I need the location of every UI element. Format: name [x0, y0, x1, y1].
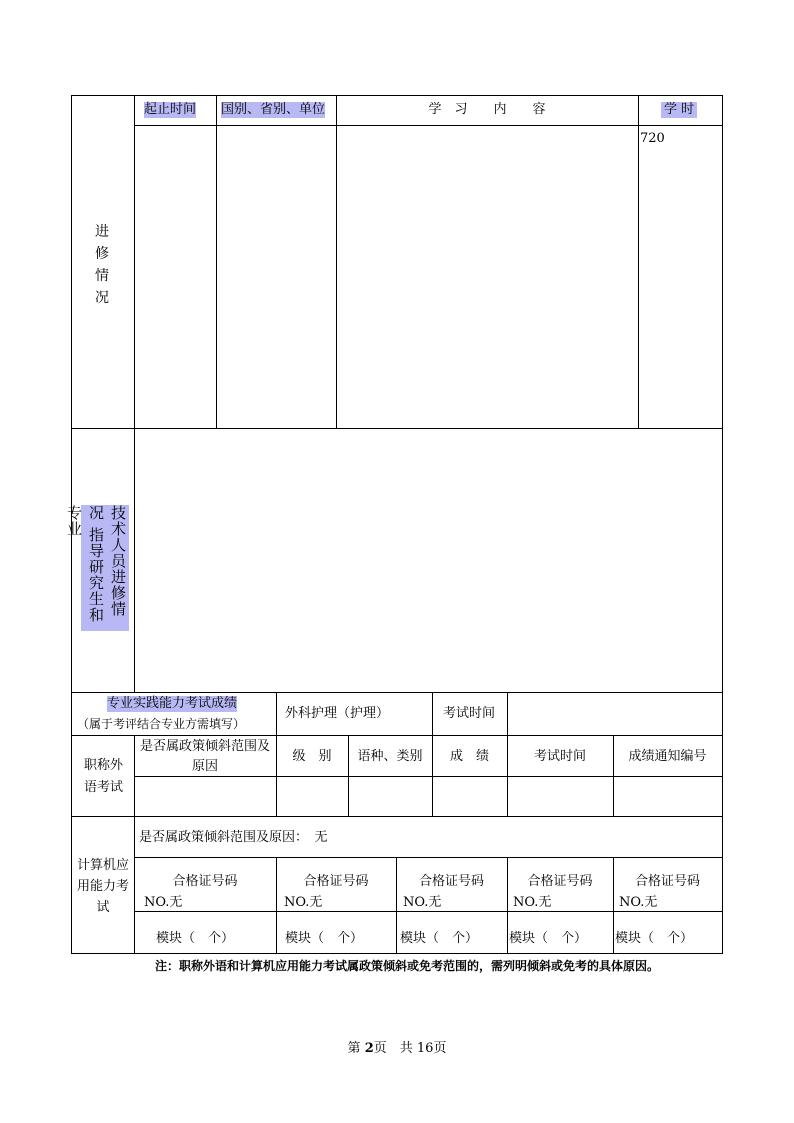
computer-section-label: 计算机应用能力考试 — [77, 858, 130, 915]
exam-time-label: 考试时间 — [443, 706, 496, 721]
module-count: 模块（ 个） — [285, 931, 364, 946]
cert-value: NO.无 — [284, 895, 323, 910]
cert-label: 合格证号码 — [527, 874, 593, 889]
fl-header-policy: 是否属政策倾斜范围及原因 — [139, 739, 270, 774]
hours-value: 720 — [640, 131, 665, 146]
module-count: 模块（ 个） — [400, 931, 479, 946]
cert-value: NO.无 — [513, 895, 552, 910]
header-period: 起止时间 — [144, 102, 197, 117]
page-footer: 第 2页 共 16页 — [347, 1041, 447, 1056]
mentor-section-label: 技术人员进修情况 指导研究生和专业 — [81, 505, 129, 631]
header-hours: 学 时 — [661, 102, 697, 118]
fl-header-exam-time: 考试时间 — [533, 749, 586, 764]
module-count: 模块（ 个） — [509, 931, 588, 946]
practice-exam-title: 专业实践能力考试成绩 — [107, 696, 238, 711]
fl-header-notice-no: 成绩通知编号 — [628, 749, 707, 764]
computer-policy-text: 是否属政策倾斜范围及原因： 无 — [139, 830, 328, 845]
fl-header-lang-type: 语种、类别 — [357, 749, 423, 764]
foreign-lang-label-2: 语考试 — [84, 780, 124, 795]
cert-label: 合格证号码 — [418, 874, 484, 889]
cert-label: 合格证号码 — [634, 874, 700, 889]
foreign-lang-label-1: 职称外 — [84, 758, 124, 773]
header-content: 学 习 内 容 — [428, 102, 546, 117]
cert-value: NO.无 — [619, 895, 658, 910]
cert-label: 合格证号码 — [172, 874, 238, 889]
fl-header-level: 级 别 — [292, 749, 332, 764]
footnote: 注：职称外语和计算机应用能力考试属政策倾斜或免考范围的，需列明倾斜或免考的具体原因。 — [155, 959, 660, 973]
practice-specialty: 外科护理（护理） — [285, 706, 390, 721]
module-count: 模块（ 个） — [156, 931, 235, 946]
cert-value: NO.无 — [403, 895, 442, 910]
header-country-org: 国别、省别、单位 — [221, 102, 326, 117]
practice-exam-subtitle: （属于考评结合专业方需填写） — [77, 717, 246, 731]
module-count: 模块（ 个） — [615, 931, 694, 946]
cert-label: 合格证号码 — [303, 874, 369, 889]
cert-value: NO.无 — [144, 895, 183, 910]
fl-header-score: 成 绩 — [449, 749, 489, 764]
